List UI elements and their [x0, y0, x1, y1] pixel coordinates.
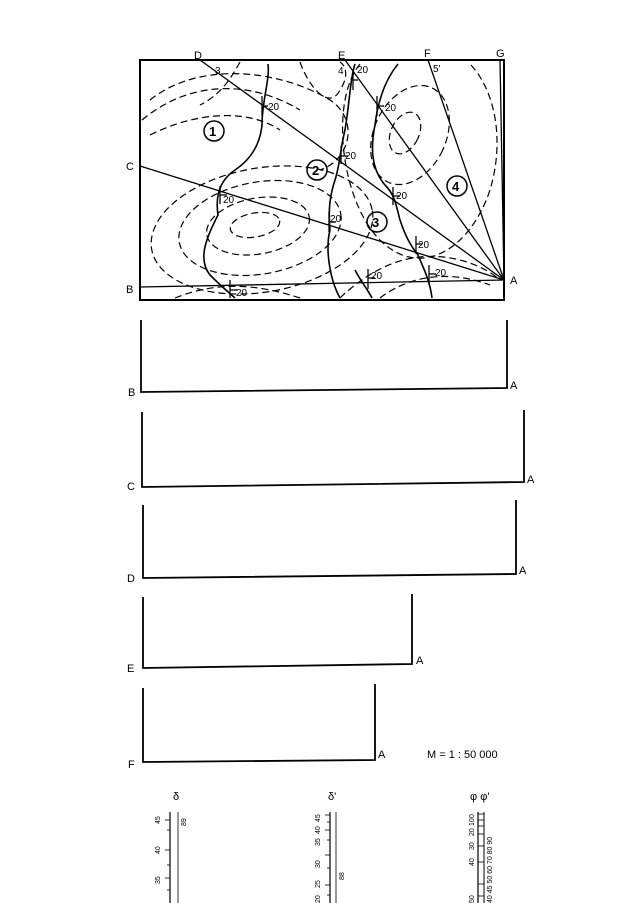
- contour-line: [202, 189, 314, 262]
- zone-number: 4: [452, 179, 460, 194]
- dip-label: 20: [268, 102, 280, 113]
- nomogram-tick-label: 35: [315, 838, 322, 846]
- nomogram-tick-label: 10: [469, 818, 476, 826]
- profile-f-a-end-label: A: [378, 749, 386, 761]
- contact-line: [355, 270, 372, 298]
- nomogram-tick-label: 40: [315, 826, 322, 834]
- nomogram-tick-label: 25: [315, 880, 322, 888]
- nomogram-tick-label: 40: [469, 858, 476, 866]
- point-label-c: C: [126, 161, 134, 173]
- nomogram-tick-label: 20: [315, 895, 322, 903]
- nomogram-tick-label: 45: [155, 816, 162, 824]
- profile-e-a-end-label: A: [416, 655, 424, 667]
- section-line-b-a: [140, 280, 504, 287]
- dip-label: 20: [396, 191, 408, 202]
- point-label-b: B: [126, 284, 134, 296]
- contour-line: [383, 107, 427, 159]
- nomogram-ticks: [325, 815, 330, 895]
- dip-symbols: [220, 72, 436, 298]
- contour-line: [355, 73, 464, 198]
- nomogram-tick-label: 50: [469, 895, 476, 903]
- profile-frame-c-a: [142, 410, 524, 487]
- contact-line: [372, 64, 432, 298]
- map: [126, 48, 518, 311]
- contour-line: [340, 256, 500, 298]
- nomogram-tick-label: 20: [469, 828, 476, 836]
- dip-label: 20: [345, 151, 357, 162]
- section-lines: [140, 60, 504, 287]
- dip-label: 20: [371, 271, 383, 282]
- nomogram-symbol: φ φ': [470, 791, 490, 803]
- profile-frame-e-a: [143, 594, 412, 668]
- profile-frame-b-a: [141, 320, 507, 392]
- nomogram-tick-label: 40: [155, 846, 162, 854]
- profile-f-a-start-label: F: [128, 759, 135, 771]
- dip-label: 20: [330, 214, 342, 225]
- edge-mark-4: 4: [338, 66, 344, 77]
- contour-line: [150, 74, 348, 170]
- nomogram-tick-label: 0: [469, 814, 476, 818]
- profile-d-a-start-label: D: [127, 573, 135, 585]
- point-label-f: F: [424, 48, 431, 60]
- edge-mark-5: 5': [433, 64, 441, 75]
- dip-label: 20: [418, 240, 430, 251]
- profile-b-a-start-label: B: [128, 387, 136, 399]
- profile-c-a-start-label: C: [127, 481, 135, 493]
- scale-label: M = 1 : 50 000: [427, 749, 498, 761]
- nomogram-side-label: 40 45 50 60 70 80 90: [487, 836, 494, 903]
- nomogram-symbol: δ: [173, 791, 180, 803]
- nomogram-tick-label: 30: [315, 860, 322, 868]
- dip-label: 20: [435, 268, 447, 279]
- contour-line: [343, 64, 497, 258]
- dip-label: 20: [357, 65, 369, 76]
- contour-line: [380, 276, 490, 298]
- nomogram-side-label: 88: [339, 872, 346, 880]
- dip-label: 20: [385, 103, 397, 114]
- profile-frame-d-a: [143, 500, 516, 578]
- zone-number: 3: [372, 215, 380, 230]
- edge-mark-3: 3: [215, 66, 221, 77]
- nomogram-ticks: [478, 814, 484, 896]
- nomogram-tick-label: 30: [469, 842, 476, 850]
- contour-line: [228, 209, 281, 241]
- profile-b-a-end-label: A: [510, 380, 518, 392]
- contact-line: [328, 64, 355, 298]
- zone-number: 1: [209, 124, 217, 139]
- nomogram-scales: [155, 791, 494, 903]
- contour-lines: [141, 62, 500, 311]
- nomogram-tick-label: 45: [315, 814, 322, 822]
- point-label-e: E: [338, 50, 346, 62]
- zone-number: 2: [312, 163, 320, 178]
- section-line-f-a: [428, 60, 504, 280]
- nomogram-side-label: 89: [181, 818, 188, 826]
- profile-frame-f-a: [143, 684, 375, 762]
- point-label-d: D: [194, 50, 202, 62]
- point-label-a: A: [510, 275, 518, 287]
- dip-label: 20: [236, 288, 248, 299]
- profile-e-a-start-label: E: [127, 663, 135, 675]
- nomogram-ticks: [165, 820, 170, 890]
- point-label-g: G: [496, 48, 505, 60]
- profile-frames: [141, 320, 524, 762]
- contact-lines: [204, 64, 432, 298]
- nomogram-tick-label: 35: [155, 876, 162, 884]
- contour-line: [171, 168, 348, 287]
- dip-label: 20: [223, 195, 235, 206]
- nomogram-symbol: δ': [328, 791, 337, 803]
- profile-c-a-end-label: A: [527, 474, 535, 486]
- contact-line: [204, 64, 269, 298]
- profile-d-a-end-label: A: [519, 565, 527, 577]
